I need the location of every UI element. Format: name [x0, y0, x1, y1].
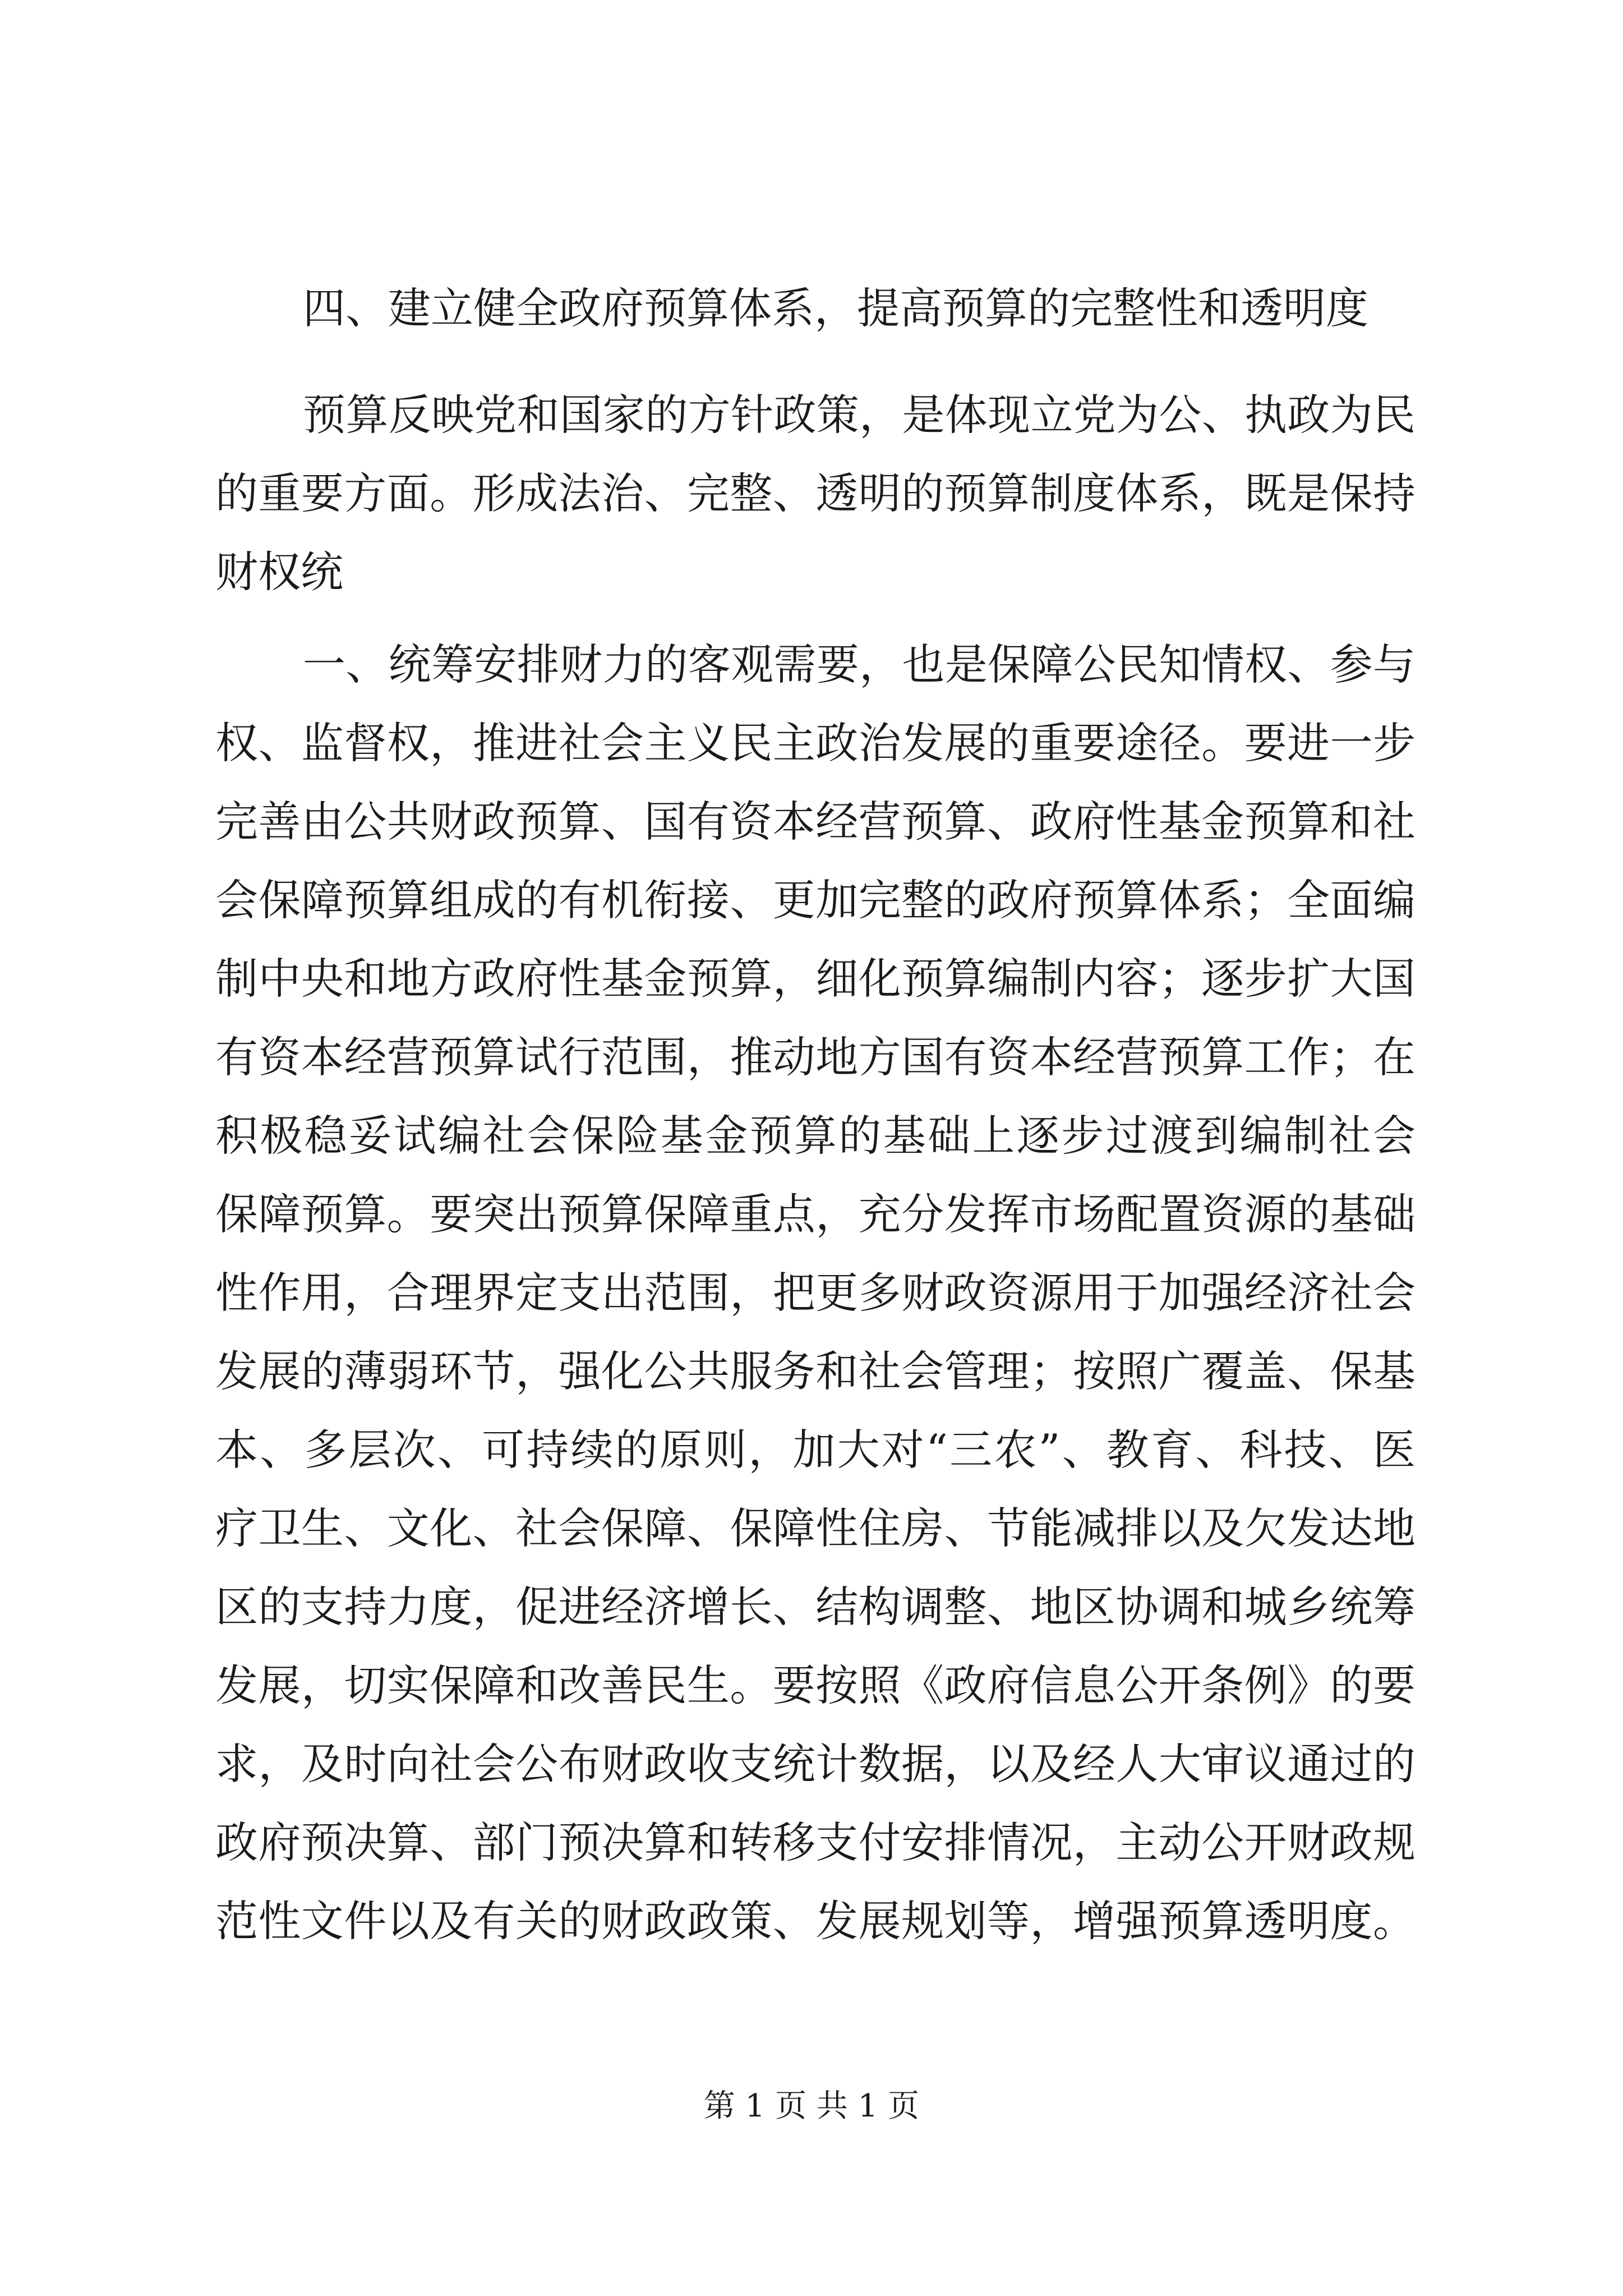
paragraph-line: 疗卫生、文化、社会保障、保障性住房、节能减排以及欠发达地 — [215, 1503, 1415, 1553]
paragraph-line: 积极稳妥试编社会保险基金预算的基础上逐步过渡到编制社会 — [215, 1111, 1415, 1161]
paragraph-line: 区的支持力度，促进经济增长、结构调整、地区协调和城乡统筹 — [215, 1582, 1415, 1632]
paragraph-line: 完善由公共财政预算、国有资本经营预算、政府性基金预算和社 — [215, 797, 1415, 846]
paragraph-line: 会保障预算组成的有机衔接、更加完整的政府预算体系；全面编 — [215, 875, 1415, 925]
paragraph-line: 发展的薄弱环节，强化公共服务和社会管理；按照广覆盖、保基 — [215, 1346, 1415, 1396]
page-number-footer: 第 1 页 共 1 页 — [703, 2088, 920, 2124]
paragraph-line: 政府预决算、部门预决算和转移支付安排情况，主动公开财政规 — [215, 1818, 1415, 1867]
paragraph-line: 保障预算。要突出预算保障重点，充分发挥市场配置资源的基础 — [215, 1189, 1415, 1239]
paragraph-line: 制中央和地方政府性基金预算，细化预算编制内容；逐步扩大国 — [215, 954, 1415, 1004]
paragraph-line: 权、监督权，推进社会主义民主政治发展的重要途径。要进一步 — [215, 718, 1415, 768]
paragraph-line: 一、统筹安排财力的客观需要，也是保障公民知情权、参与 — [303, 639, 1415, 689]
paragraph-line: 财权统 — [215, 547, 343, 597]
paragraph-line: 求，及时向社会公布财政收支统计数据，以及经人大审议通过的 — [215, 1739, 1415, 1789]
paragraph-line: 的重要方面。形成法治、完整、透明的预算制度体系，既是保持 — [215, 468, 1415, 518]
paragraph-line: 范性文件以及有关的财政政策、发展规划等，增强预算透明度。 — [215, 1896, 1415, 1946]
paragraph-line: 性作用，合理界定支出范围，把更多财政资源用于加强经济社会 — [215, 1268, 1415, 1318]
paragraph-line: 预算反映党和国家的方针政策，是体现立党为公、执政为民 — [303, 390, 1415, 440]
paragraph-line: 本、多层次、可持续的原则，加大对“三农”、教育、科技、医 — [215, 1425, 1415, 1475]
paragraph-line: 有资本经营预算试行范围，推动地方国有资本经营预算工作；在 — [215, 1032, 1415, 1082]
section-heading: 四、建立健全政府预算体系，提高预算的完整性和透明度 — [303, 283, 1368, 333]
paragraph-line: 发展，切实保障和改善民生。要按照《政府信息公开条例》的要 — [215, 1660, 1415, 1710]
